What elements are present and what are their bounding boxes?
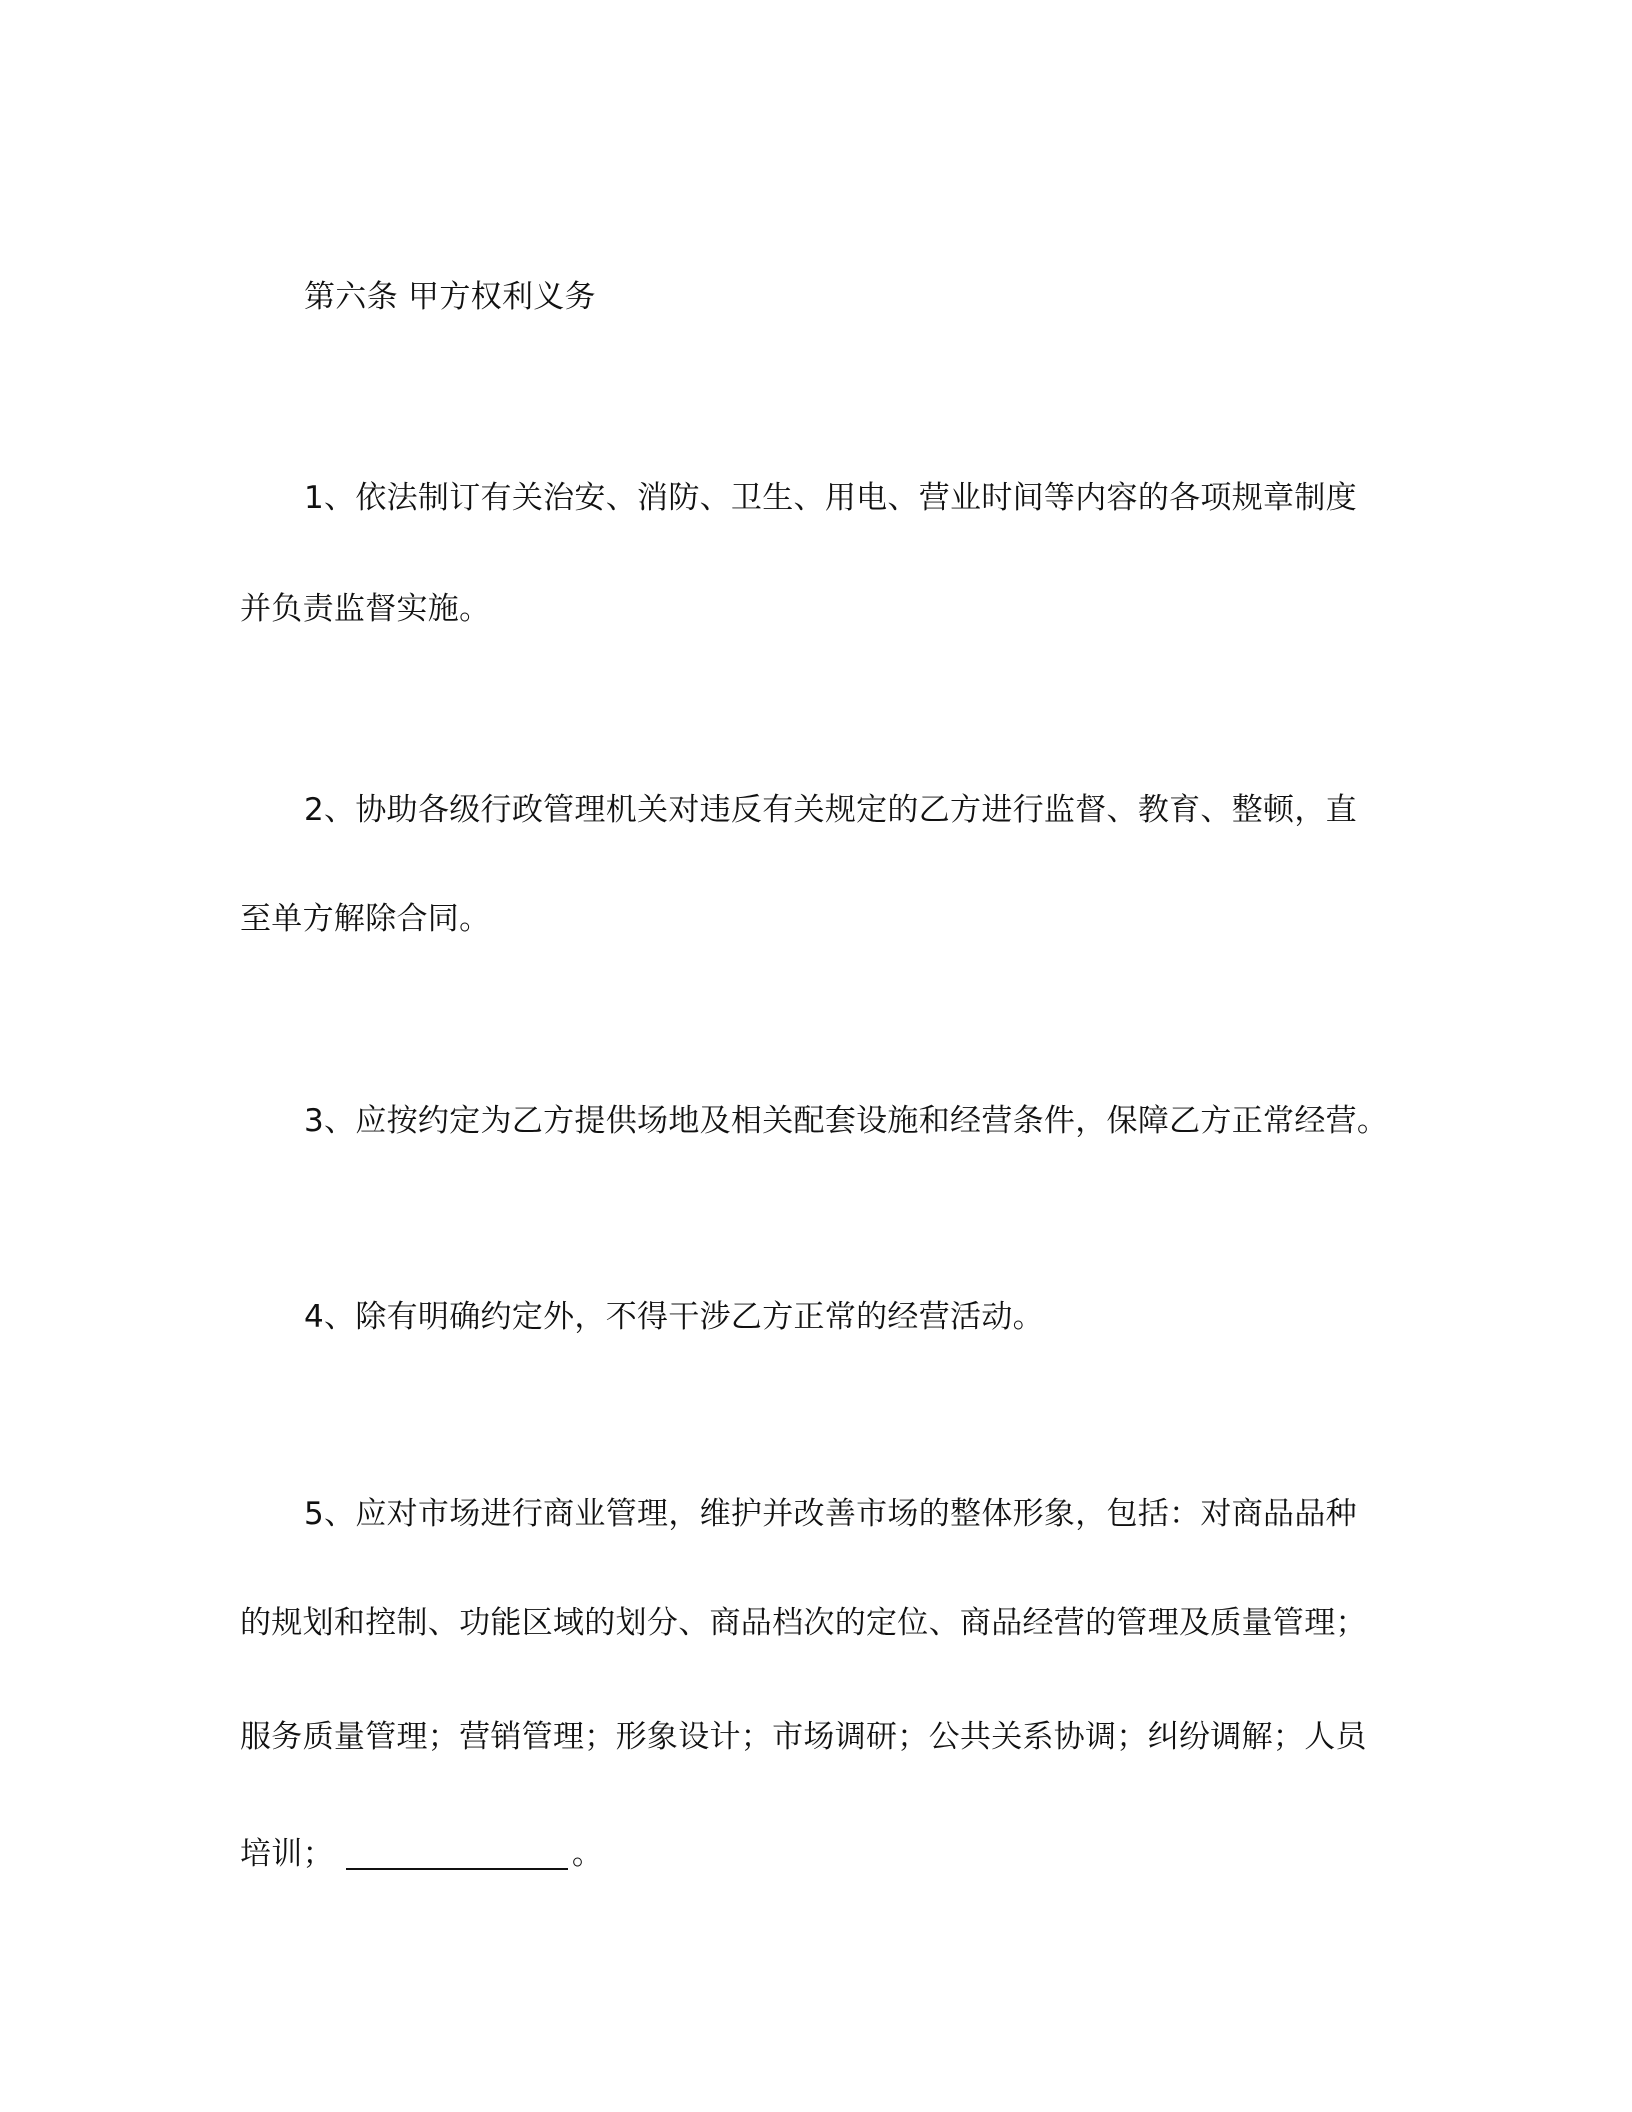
clause-2-line-2: 至单方解除合同。: [240, 901, 491, 937]
clause-5-line-1: 5、应对市场进行商业管理，维护并改善市场的整体形象，包括：对商品品种: [304, 1496, 1357, 1532]
article-heading: 第六条 甲方权利义务: [304, 279, 596, 315]
clause-3-line-1: 3、应按约定为乙方提供场地及相关配套设施和经营条件，保障乙方正常经营。: [304, 1103, 1389, 1139]
clause-5-line-4: [240, 1836, 603, 1872]
clause-5-line-4-text: 培训；: [240, 1836, 334, 1872]
clause-5-line-3: 服务质量管理；营销管理；形象设计；市场调研；公共关系协调；纠纷调解；人员: [240, 1719, 1367, 1755]
clause-5-line-2: 的规划和控制、功能区域的划分、商品档次的定位、商品经营的管理及质量管理；: [240, 1605, 1367, 1641]
clause-2-line-1: 2、协助各级行政管理机关对违反有关规定的乙方进行监督、教育、整顿，直: [304, 792, 1357, 828]
clause-4-line-1: 4、除有明确约定外，不得干涉乙方正常的经营活动。: [304, 1299, 1044, 1335]
fill-in-blank: [346, 1838, 568, 1870]
clause-1-line-1: 1、依法制订有关治安、消防、卫生、用电、营业时间等内容的各项规章制度: [304, 480, 1357, 516]
clause-1-line-2: 并负责监督实施。: [240, 591, 491, 627]
clause-5-line-4-end: 。: [571, 1836, 604, 1872]
